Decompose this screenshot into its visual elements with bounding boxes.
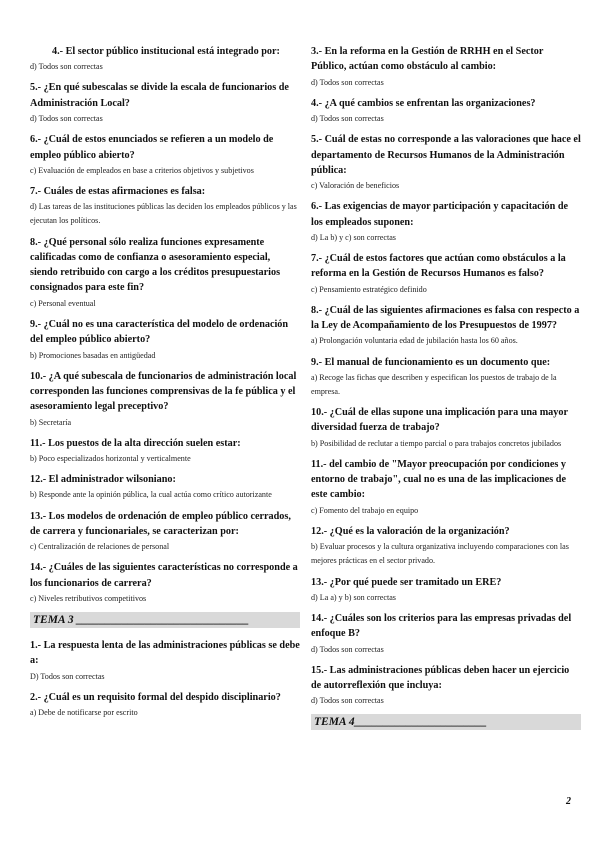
question-block	[311, 199, 581, 245]
question-block	[311, 611, 581, 657]
question-text: 13.- ¿Por qué puede ser tramitado un ERE?	[311, 576, 502, 588]
question-block	[311, 355, 581, 400]
answer-text: b) Secretaría	[30, 417, 72, 427]
right-column	[311, 44, 581, 740]
answer-text: d) Todos son correctas	[311, 77, 384, 87]
left-column	[30, 44, 300, 726]
question-block	[311, 663, 581, 709]
question-text: 11.- Los puestos de la alta dirección suelen estar:	[30, 437, 241, 449]
question-block	[30, 509, 300, 555]
answer-text: c) Niveles retributivos competitivos	[30, 593, 147, 603]
question-block	[311, 132, 581, 193]
question-text: 12.- El administrador wilsoniano:	[30, 474, 176, 486]
answer-text: d) La a) y b) son correctas	[311, 592, 396, 602]
question-block	[311, 96, 581, 126]
question-block	[30, 80, 300, 126]
question-text: 15.- Las administraciones públicas deben hacer un ejercicio de autorreflexión que incluya:	[311, 664, 570, 692]
question-block	[311, 405, 581, 451]
question-text: 3.- En la reforma en la Gestión de RRHH en el Sector Público, actúan como obstáculo al cambio:	[311, 46, 544, 73]
answer-text: c) Personal eventual	[30, 298, 96, 308]
question-text: 12.- ¿Qué es la valoración de la organización?	[311, 525, 510, 537]
question-text: 6.- ¿Cuál de estos enunciados se refieren a un modelo de empleo público abierto?	[30, 134, 274, 161]
question-block	[30, 184, 300, 229]
question-text: 10.- ¿A qué subescala de funcionarios de administración local corresponden las funciones comprensivas de la fe pública y el asesoramiento legal preceptivo?	[30, 370, 297, 413]
question-text: 14.- ¿Cuáles son los criterios para las empresas privadas del enfoque B?	[311, 612, 572, 640]
question-text: 11.- del cambio de "Mayor preocupación por condiciones y entorno de trabajo", cual no es una de las implicaciones de este cambio:	[311, 458, 566, 501]
question-block	[311, 44, 581, 90]
question-text: 9.- El manual de funcionamiento es un documento que:	[311, 356, 551, 368]
question-block	[30, 638, 300, 684]
question-block	[30, 369, 300, 430]
answer-text: b) Evaluar procesos y la cultura organizativa incluyendo comparaciones con las mejores prácticas en el sector privado.	[311, 542, 569, 566]
answer-text: c) Centralización de relaciones de personal	[30, 542, 170, 552]
answer-text: D) Todos son correctas	[30, 671, 105, 681]
question-text: 10.- ¿Cuál de ellas supone una implicación para una mayor diversidad fuerza de trabajo?	[311, 407, 568, 434]
answer-text: c) Valoración de beneficios	[311, 181, 400, 191]
answer-text: c) Fomento del trabajo en equipo	[311, 505, 419, 515]
answer-text: d) Todos son correctas	[30, 62, 103, 72]
answer-text: a) Recoge las fichas que describen y especifican los puestos de trabajo de la empresa.	[311, 372, 557, 396]
answer-text: d) Todos son correctas	[311, 696, 384, 706]
question-block	[311, 303, 581, 349]
question-text: 7.- Cuáles de estas afirmaciones es falsa:	[30, 185, 206, 197]
question-text: 5.- ¿En qué subescalas se divide la escala de funcionarios de Administración Local?	[30, 82, 289, 109]
answer-text: b) Responde ante la opinión pública, la cual actúa como crítico autorizante	[30, 490, 272, 500]
answer-text: d) Todos son correctas	[311, 644, 384, 654]
question-text: 8.- ¿Qué personal sólo realiza funciones expresamente calificadas como de confianza o asesoramiento especial, siendo retribuido con cargo a los créditos presupuestarios consignados para este fin?	[30, 236, 281, 294]
question-text: 13.- Los modelos de ordenación de empleo público cerrados, de carrera y funcionariales, se caracterizan por:	[30, 510, 291, 537]
question-block	[311, 251, 581, 297]
answer-text: a) Debe de notificarse por escrito	[30, 708, 138, 718]
answer-text: b) Poco especializados horizontal y verticalmente	[30, 454, 191, 463]
question-block	[30, 690, 300, 720]
question-text: 7.- ¿Cuál de estos factores que actúan como obstáculos a la reforma en la Gestión de Recursos Humanos es falso?	[311, 253, 566, 280]
answer-text: d) La b) y c) son correctas	[311, 232, 396, 242]
answer-text: d) Todos son correctas	[311, 114, 384, 124]
question-block	[30, 235, 300, 311]
question-block	[311, 524, 581, 569]
answer-text: b) Promociones basadas en antigüedad	[30, 350, 156, 360]
question-text: 5.- Cuál de estas no corresponde a las valoraciones que hace el departamento de Recursos Humanos de la Administración pública:	[311, 134, 581, 176]
question-text: 9.- ¿Cuál no es una característica del modelo de ordenación del empleo público abierto?	[30, 318, 289, 346]
question-text: 6.- Las exigencias de mayor participación y capacitación de los empleados suponen:	[311, 201, 569, 228]
question-text: 1.- La respuesta lenta de las administraciones públicas se debe a:	[30, 640, 300, 667]
question-block	[30, 44, 300, 74]
answer-text: b) Posibilidad de reclutar a tiempo parcial o para trabajos concretos jubilados	[311, 438, 562, 448]
tema-3-heading: TEMA 3 ______________________________	[30, 612, 300, 628]
question-block	[30, 472, 300, 502]
question-text: 4.- ¿A qué cambios se enfrentan las organizaciones?	[311, 97, 536, 109]
answer-text: c) Evaluación de empleados en base a criterios objetivos y subjetivos	[30, 165, 254, 175]
question-text: 8.- ¿Cuál de las siguientes afirmaciones es falsa con respecto a la Ley de Acompañamiento de los Presupuestos de 1997?	[311, 304, 580, 332]
answer-text: d) Las tareas de las instituciones públicas las deciden los empleados públicos y las ejecutan los políticos.	[30, 202, 297, 226]
answer-text: c) Pensamiento estratégico definido	[311, 284, 427, 294]
question-text: 14.- ¿Cuáles de las siguientes características no corresponde a los funcionarios de carrera?	[30, 562, 298, 589]
question-block	[311, 457, 581, 518]
question-block	[30, 436, 300, 466]
question-text: 2.- ¿Cuál es un requisito formal del despido disciplinario?	[30, 691, 281, 703]
question-block	[30, 132, 300, 178]
question-block	[30, 560, 300, 606]
page-number: 2	[566, 796, 571, 807]
question-text: 4.- El sector público institucional está integrado por:	[52, 46, 280, 57]
question-block	[30, 317, 300, 363]
question-block	[311, 575, 581, 605]
answer-text: d) Todos son correctas	[30, 114, 103, 124]
answer-text: a) Prolongación voluntaria edad de jubilación hasta los 60 años.	[311, 336, 518, 346]
tema-4-heading: TEMA 4_______________________	[311, 714, 581, 730]
